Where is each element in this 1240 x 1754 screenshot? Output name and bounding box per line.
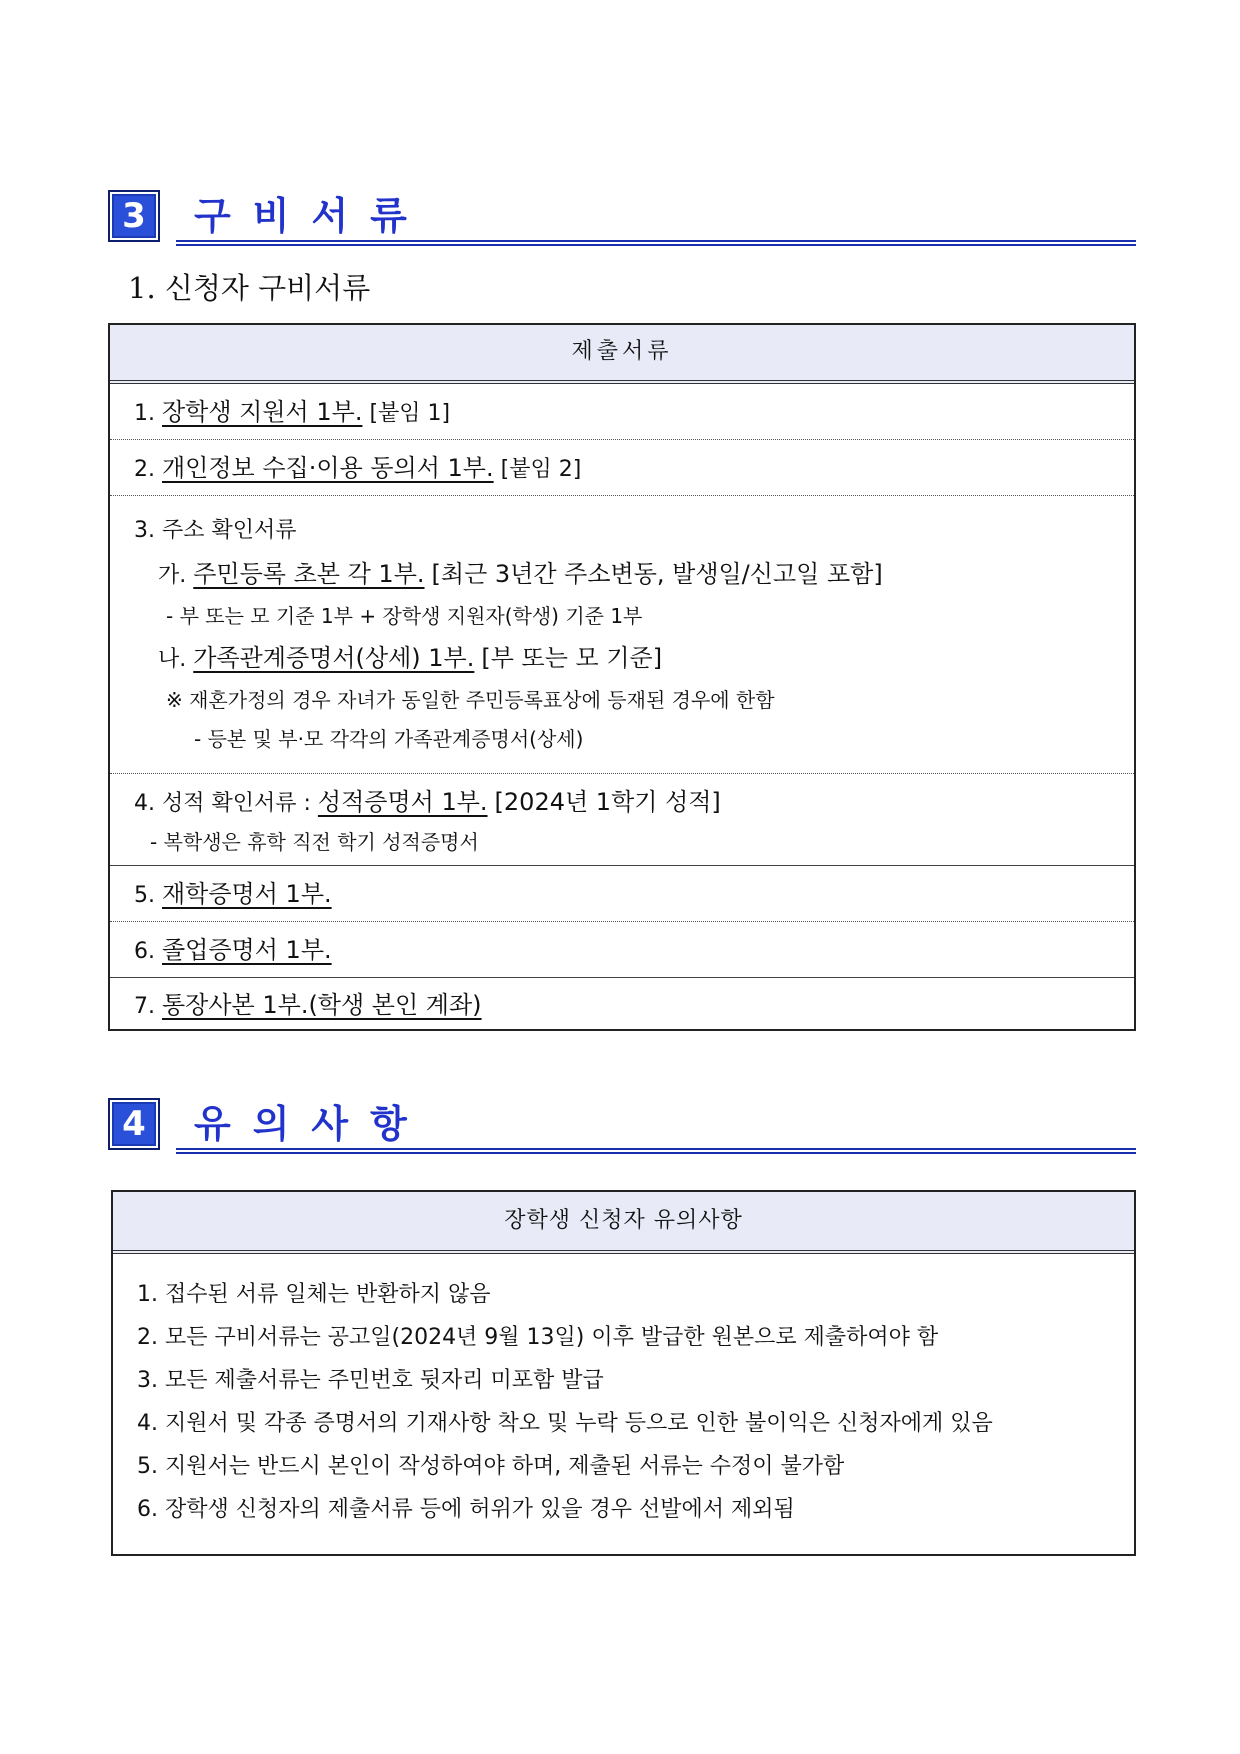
section-title: 유의사항 bbox=[194, 1102, 429, 1146]
section-rule bbox=[176, 1148, 1136, 1154]
item-document: 졸업증명서 1부. bbox=[162, 936, 332, 964]
item-number: 5. bbox=[134, 883, 155, 908]
item-remark: ※ 재혼가정의 경우 자녀가 동일한 주민등록표상에 등재된 경우에 한함 bbox=[166, 688, 775, 712]
section-title: 구비서류 bbox=[194, 194, 429, 238]
table-row bbox=[110, 496, 1134, 774]
table-header: 제출서류 bbox=[110, 325, 1134, 384]
notes-box bbox=[111, 1190, 1136, 1556]
table-row bbox=[110, 440, 1134, 496]
item-subnote: - 복학생은 휴학 직전 학기 성적증명서 bbox=[150, 830, 479, 854]
list-item: 3. 모든 제출서류는 주민번호 뒷자리 미포함 발급 bbox=[137, 1368, 604, 1393]
table-row bbox=[110, 922, 1134, 978]
table-row bbox=[110, 774, 1134, 866]
item-remark-sub: - 등본 및 부·모 각각의 가족관계증명서(상세) bbox=[194, 727, 584, 751]
item-subnote: - 부 또는 모 기준 1부 + 장학생 지원자(학생) 기준 1부 bbox=[166, 604, 643, 628]
item-note: [부 또는 모 기준] bbox=[481, 644, 663, 672]
item-note: [붙임 2] bbox=[500, 457, 582, 482]
item-prefix: 가. bbox=[158, 563, 187, 588]
subheading: 1. 신청자 구비서류 bbox=[128, 271, 371, 305]
list-item: 1. 접수된 서류 일체는 반환하지 않음 bbox=[137, 1282, 491, 1307]
item-number: 1. bbox=[134, 401, 155, 426]
section-rule bbox=[176, 240, 1136, 246]
section-number-badge: 3 bbox=[108, 190, 160, 242]
section-3-header bbox=[108, 190, 1136, 246]
item-document: 가족관계증명서(상세) 1부. bbox=[193, 644, 475, 672]
item-prefix: 나. bbox=[158, 647, 187, 672]
list-item: 4. 지원서 및 각종 증명서의 기재사항 착오 및 누락 등으로 인한 불이익은 신청자에게 있음 bbox=[137, 1411, 993, 1436]
notes-header: 장학생 신청자 유의사항 bbox=[113, 1192, 1134, 1254]
item-note: [붙임 1] bbox=[369, 401, 451, 426]
list-item: 2. 모든 구비서류는 공고일(2024년 9월 13일) 이후 발급한 원본으로 제출하여야 함 bbox=[137, 1325, 939, 1350]
section-4-header bbox=[108, 1098, 1136, 1154]
documents-table bbox=[108, 323, 1136, 1031]
item-document: 주민등록 초본 각 1부. bbox=[193, 560, 425, 588]
item-number: 6. bbox=[134, 939, 155, 964]
table-row bbox=[110, 384, 1134, 440]
item-label: 3. 주소 확인서류 bbox=[134, 518, 297, 543]
item-document: 개인정보 수집·이용 동의서 1부. bbox=[162, 454, 494, 482]
item-document: 통장사본 1부.(학생 본인 계좌) bbox=[162, 991, 482, 1019]
item-note: [2024년 1학기 성적] bbox=[494, 788, 721, 816]
item-label: 4. 성적 확인서류 : bbox=[134, 791, 311, 816]
table-row bbox=[110, 866, 1134, 922]
item-document: 성적증명서 1부. bbox=[317, 788, 488, 816]
item-document: 재학증명서 1부. bbox=[162, 880, 332, 908]
item-number: 2. bbox=[134, 457, 155, 482]
list-item: 5. 지원서는 반드시 본인이 작성하여야 하며, 제출된 서류는 수정이 불가함 bbox=[137, 1454, 845, 1479]
notes-list bbox=[113, 1254, 1134, 1531]
section-number-badge: 4 bbox=[108, 1098, 160, 1150]
item-number: 7. bbox=[134, 994, 155, 1019]
list-item: 6. 장학생 신청자의 제출서류 등에 허위가 있을 경우 선발에서 제외됨 bbox=[137, 1497, 795, 1522]
item-document: 장학생 지원서 1부. bbox=[162, 398, 363, 426]
item-note: [최근 3년간 주소변동, 발생일/신고일 포함] bbox=[431, 560, 883, 588]
table-row bbox=[110, 978, 1134, 1033]
